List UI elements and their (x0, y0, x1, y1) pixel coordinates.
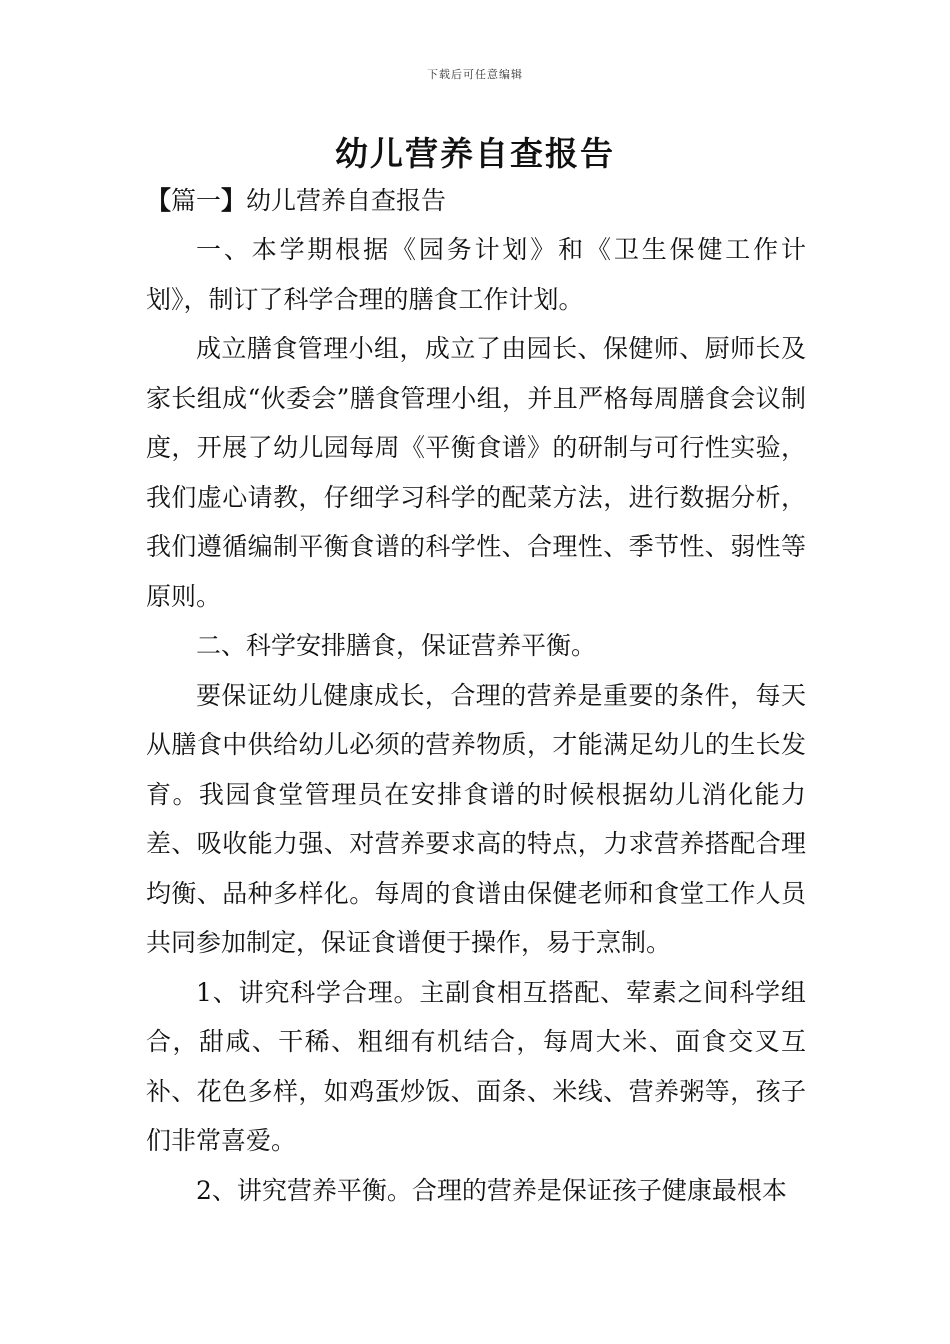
document-body (146, 225, 806, 1215)
paragraph-2: 成立膳食管理小组，成立了由园长、保健师、厨师长及家长组成“伙委会”膳食管理小组，并且严格每周膳食会议制度，开展了幼儿园每周《平衡食谱》的研制与可行性实验，我们虚心请教，仔细学习科学的配菜方法，进行数据分析，我们遵循编制平衡食谱的科学性、合理性、季节性、弱性等原则。 (146, 334, 806, 611)
paragraph-3: 二、科学安排膳食，保证营养平衡。 (196, 631, 597, 660)
section-label (146, 181, 446, 217)
paragraph-4: 要保证幼儿健康成长，合理的营养是重要的条件，每天从膳食中供给幼儿必须的营养物质，才能满足幼儿的生长发育。我园食堂管理员在安排食谱的时候根据幼儿消化能力差、吸收能力强、对营养要求高的特点，力求营养搭配合理均衡、品种多样化。每周的食谱由保健老师和食堂工作人员共同参加制定，保证食谱便于操作，易于烹制。 (146, 680, 806, 957)
document-title: 幼儿营养自查报告 (335, 134, 615, 173)
section-label-name: 篇一 (171, 186, 222, 215)
paragraph-5: 1、讲究科学合理。主副食相互搭配、荤素之间科学组合，甜咸、干稀、粗细有机结合，每周大米、面食交叉互补、花色多样，如鸡蛋炒饭、面条、米线、营养粥等，孩子们非常喜爱。 (146, 977, 806, 1155)
paragraph-6: 2、讲究营养平衡。合理的营养是保证孩子健康最根本 (196, 1175, 787, 1205)
paragraph-1: 一、本学期根据《园务计划》和《卫生保健工作计划》，制订了科学合理的膳食工作计划。 (146, 235, 806, 314)
section-label-text: 幼儿营养自查报告 (246, 186, 447, 215)
section-label-close-bracket: 】 (221, 186, 247, 215)
header-note: 下载后可任意编辑 (427, 68, 523, 81)
section-label-open-bracket: 【 (146, 186, 172, 215)
